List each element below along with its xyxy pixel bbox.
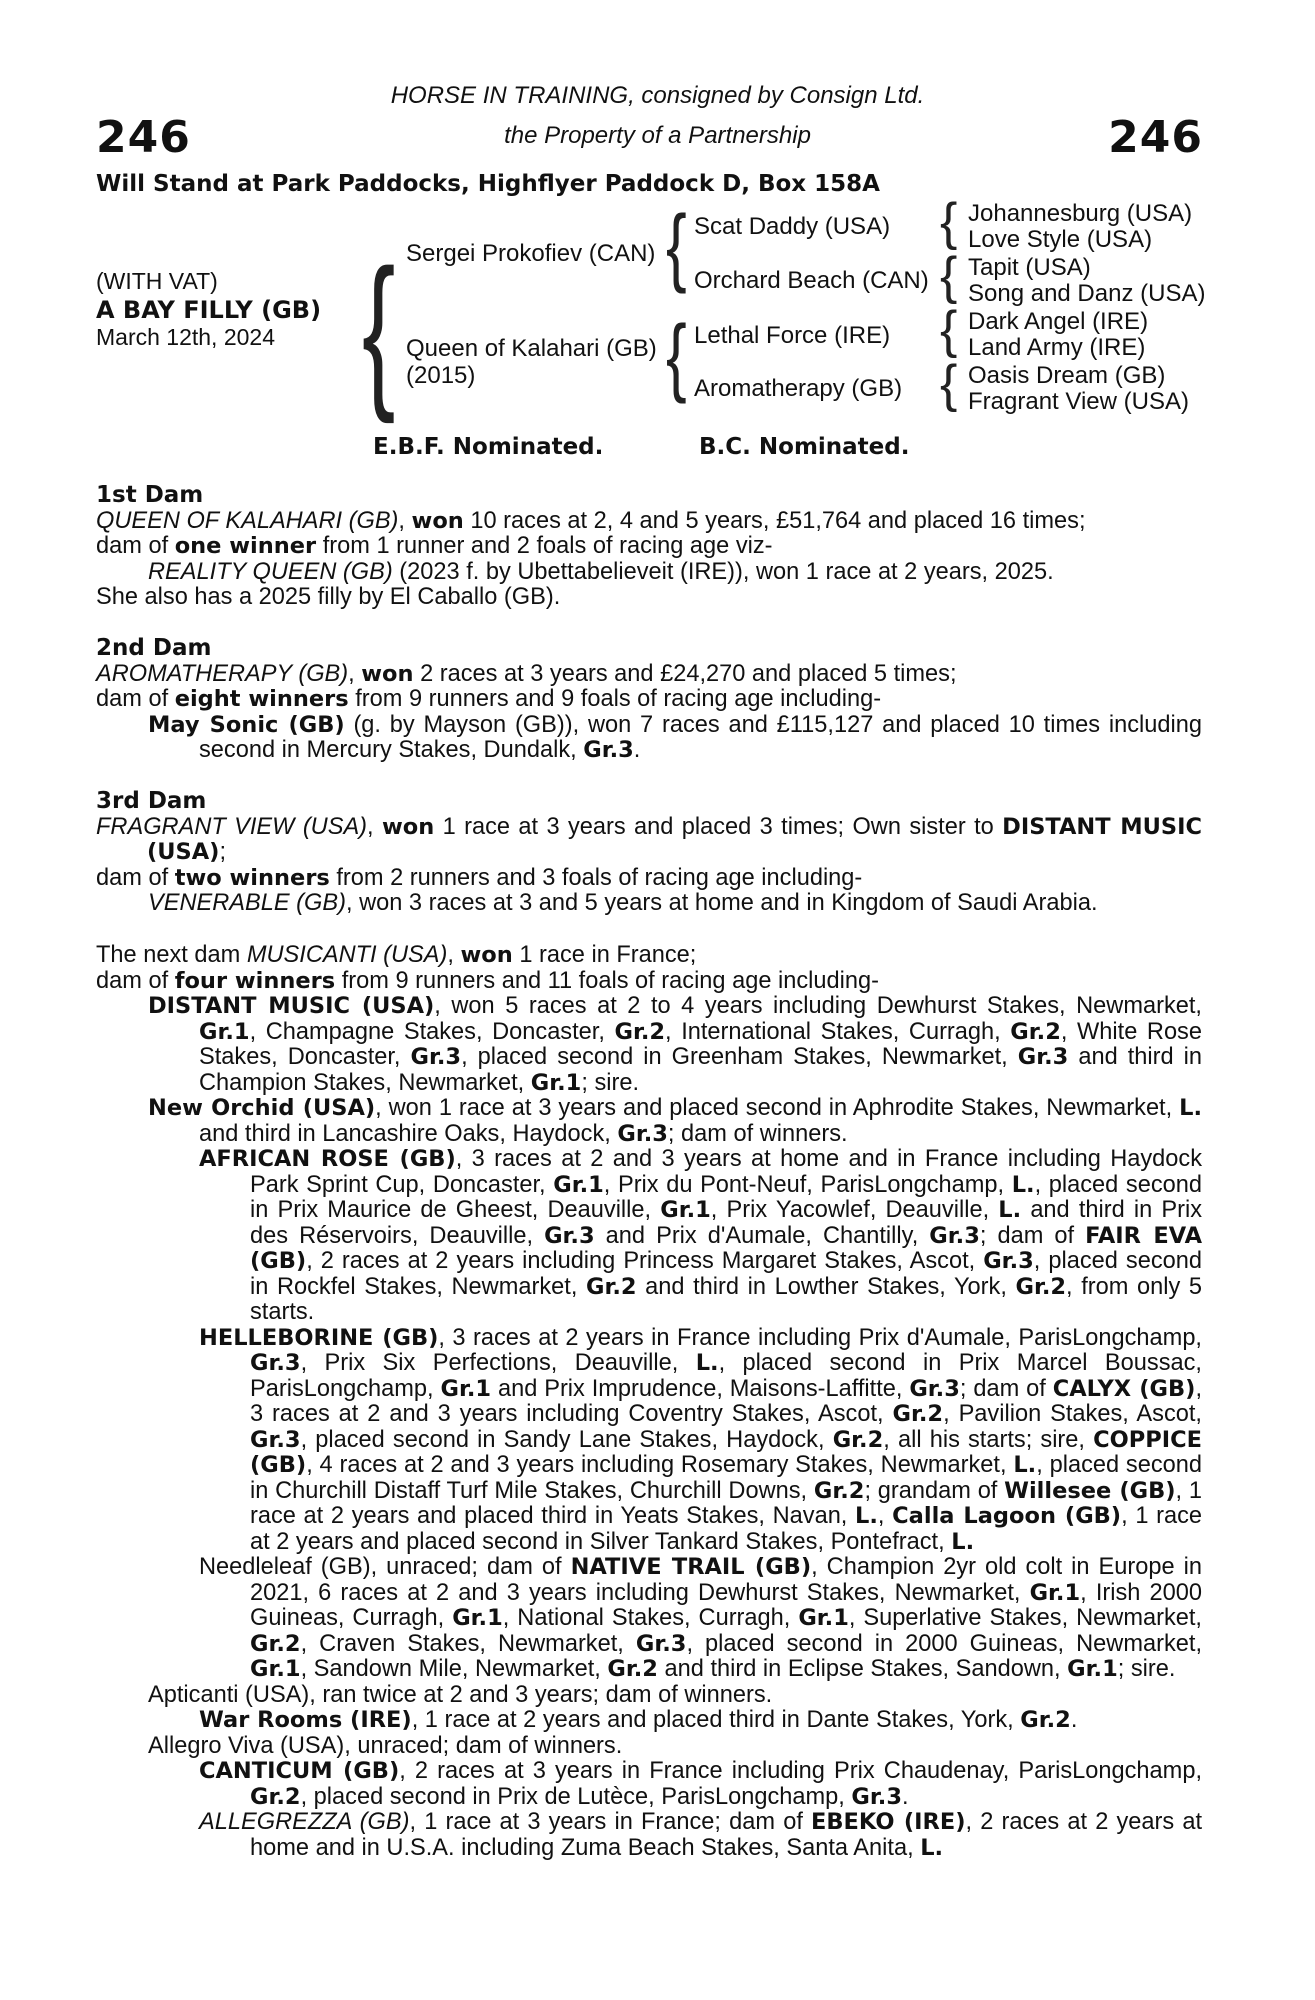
pedigree-ddd: Fragrant View (USA) — [968, 388, 1189, 415]
third-dam-record: FRAGRANT VIEW (USA), won 1 race at 3 years and placed 3 times; Own sister to DISTANT MUSIC (USA); — [96, 813, 1202, 865]
third-dam-produce-summary: dam of two winners from 2 runners and 3 foals of racing age including- — [96, 864, 863, 891]
brace-sd: { — [940, 247, 958, 305]
progeny-african-rose: AFRICAN ROSE (GB), 3 races at 2 and 3 years at home and in France including Haydock Park Sprint Cup, Doncaster, Gr.1, Prix du Pont-Neuf, ParisLongchamp, L., placed second in Prix Maurice de Gheest, Deauville, Gr.1, Prix Yacowlef, Deauville, L. and third in Prix des Réservoirs, Deauville, Gr.3 and Prix d'Aumale, Chantilly, Gr.3; dam of FAIR EVA (GB), 2 races at 2 years including Princess Margaret Stakes, Ascot, Gr.3, placed second in Rockfel Stakes, Newmarket, Gr.2 and third in Lowther Stakes, York, Gr.2, from only 5 starts. — [199, 1146, 1203, 1325]
brace-ds: { — [940, 301, 958, 359]
ebf-nomination: E.B.F. Nominated. — [373, 434, 604, 460]
next-dam-record: The next dam MUSICANTI (USA), won 1 race in France; — [96, 942, 697, 968]
consignment-line: HORSE IN TRAINING, consigned by Consign Ltd. — [390, 82, 925, 109]
pedigree-sss: Johannesburg (USA) — [968, 200, 1193, 227]
brace-sire: { — [666, 198, 687, 295]
foaling-date: March 12th, 2024 — [96, 324, 276, 350]
first-dam-produce-summary: dam of one winner from 1 runner and 2 foals of racing age viz- — [96, 533, 773, 559]
pedigree-dam: Queen of Kalahari (GB) — [406, 335, 657, 362]
first-dam-heading: 1st Dam — [96, 482, 204, 508]
first-dam-name: QUEEN OF KALAHARI (GB) — [96, 507, 399, 534]
first-dam-progeny: REALITY QUEEN (GB) (2023 f. by Ubettabelieveit (IRE)), won 1 race at 2 years, 2025. — [148, 558, 1054, 585]
pedigree-dsd: Land Army (IRE) — [968, 334, 1146, 361]
vat-note: (WITH VAT) — [96, 268, 218, 294]
lot-number-left: 246 — [96, 112, 191, 163]
pedigree-dss: Dark Angel (IRE) — [968, 308, 1149, 335]
next-dam-produce-summary: dam of four winners from 9 runners and 11 foals of racing age including- — [96, 967, 880, 994]
lot-number-right: 246 — [1108, 112, 1203, 163]
pedigree-dd: Aromatherapy (GB) — [694, 375, 903, 402]
horse-name: A BAY FILLY (GB) — [96, 296, 322, 324]
second-dam-heading: 2nd Dam — [96, 635, 212, 661]
brace-dd: { — [940, 355, 958, 413]
progeny-helleborine: HELLEBORINE (GB), 3 races at 2 years in France including Prix d'Aumale, ParisLongchamp, Gr.3, Prix Six Perfections, Deauville, L., placed second in Prix Marcel Boussac, ParisLongchamp, Gr.1 and Prix Imprudence, Maisons-Laffitte, Gr.3; dam of CALYX (GB), 3 races at 2 and 3 years including Coventry Stakes, Ascot, Gr.2, Pavilion Stakes, Ascot, Gr.3, placed second in Sandy Lane Stakes, Haydock, Gr.2, all his starts; sire, COPPICE (GB), 4 races at 2 and 3 years including Rosemary Stakes, Newmarket, L., placed second in Churchill Distaff Turf Mile Stakes, Churchill Downs, Gr.2; grandam of Willesee (GB), 1 race at 2 years and placed third in Yeats Stakes, Navan, L., Calla Lagoon (GB), 1 race at 2 years and placed second in Silver Tankard Stakes, Pontefract, L. — [199, 1324, 1202, 1555]
progeny-distant-music: DISTANT MUSIC (USA), won 5 races at 2 to 4 years including Dewhurst Stakes, Newmarket, Gr.1, Champagne Stakes, Doncaster, Gr.2, International Stakes, Curragh, Gr.2, White Rose Stakes, Doncaster, Gr.3, placed second in Greenham Stakes, Newmarket, Gr.3 and third in Champion Stakes, Newmarket, Gr.1; sire. — [148, 993, 1202, 1096]
second-dam-progeny: May Sonic (GB) (g. by Mayson (GB)), won 7 races and £115,127 and placed 10 times including second in Mercury Stakes, Dundalk, Gr.3. — [148, 711, 1202, 763]
first-dam-record: QUEEN OF KALAHARI (GB), won 10 races at 2, 4 and 5 years, £51,764 and placed 16 times; — [96, 507, 1086, 534]
third-dam-progeny: VENERABLE (GB), won 3 races at 3 and 5 years at home and in Kingdom of Saudi Arabia. — [148, 890, 1098, 916]
first-dam-note: She also has a 2025 filly by El Caballo (GB). — [96, 584, 561, 610]
progeny-new-orchid: New Orchid (USA), won 1 race at 3 years and placed second in Aphrodite Stakes, Newmarket, L. and third in Lancashire Oaks, Haydock, Gr.3; dam of winners. — [148, 1095, 1202, 1147]
next-dam-section — [96, 943, 1202, 1861]
property-line: the Property of a Partnership — [504, 122, 811, 149]
pedigree-sds: Tapit (USA) — [968, 254, 1091, 281]
second-dam-produce-summary: dam of eight winners from 9 runners and 9 foals of racing age including- — [96, 686, 882, 712]
bc-nomination: B.C. Nominated. — [699, 434, 910, 460]
progeny-canticum: CANTICUM (GB), 2 races at 3 years in France including Prix Chaudenay, ParisLongchamp, Gr.2, placed second in Prix de Lutèce, ParisLongchamp, Gr.3. — [199, 1758, 1202, 1810]
progeny-allegro-viva: Allegro Viva (USA), unraced; dam of winners. — [148, 1732, 623, 1759]
progeny-apticanti: Apticanti (USA), ran twice at 2 and 3 years; dam of winners. — [148, 1681, 773, 1708]
pedigree-ssd: Love Style (USA) — [968, 226, 1153, 253]
pedigree-sire: Sergei Prokofiev (CAN) — [406, 240, 656, 267]
progeny-needleleaf: Needleleaf (GB), unraced; dam of NATIVE TRAIL (GB), Champion 2yr old colt in Europe in 2021, 6 races at 2 and 3 years including Dewhurst Stakes, Newmarket, Gr.1, Irish 2000 Guineas, Curragh, Gr.1, National Stakes, Curragh, Gr.1, Superlative Stakes, Newmarket, Gr.2, Craven Stakes, Newmarket, Gr.3, placed second in 2000 Guineas, Newmarket, Gr.1, Sandown Mile, Newmarket, Gr.2 and third in Eclipse Stakes, Sandown, Gr.1; sire. — [199, 1554, 1202, 1682]
second-dam-record: AROMATHERAPY (GB), won 2 races at 3 years and £24,270 and placed 5 times; — [96, 660, 957, 687]
progeny-allegrezza: ALLEGREZZA (GB), 1 race at 3 years in France; dam of EBEKO (IRE), 2 races at 2 years at home and in U.S.A. including Zuma Beach Stakes, Santa Anita, L. — [199, 1809, 1203, 1861]
pedigree-sd: Orchard Beach (CAN) — [694, 267, 929, 294]
brace-ss: { — [940, 193, 958, 251]
pedigree-ds: Lethal Force (IRE) — [694, 322, 891, 349]
progeny-war-rooms: War Rooms (IRE), 1 race at 2 years and placed third in Dante Stakes, York, Gr.2. — [199, 1707, 1078, 1733]
brace-dam: { — [666, 308, 687, 405]
brace-main: { — [362, 234, 396, 426]
third-dam-section — [96, 789, 1202, 917]
pedigree-dam-year: (2015) — [406, 362, 476, 389]
third-dam-heading: 3rd Dam — [96, 788, 207, 814]
second-dam-section — [96, 636, 1202, 764]
first-dam-section — [96, 483, 1202, 611]
pedigree-dds: Oasis Dream (GB) — [968, 362, 1166, 389]
pedigree-sdd: Song and Danz (USA) — [968, 280, 1206, 307]
pedigree-ss: Scat Daddy (USA) — [694, 213, 891, 240]
stall-location: Will Stand at Park Paddocks, Highflyer Paddock D, Box 158A — [96, 171, 880, 197]
